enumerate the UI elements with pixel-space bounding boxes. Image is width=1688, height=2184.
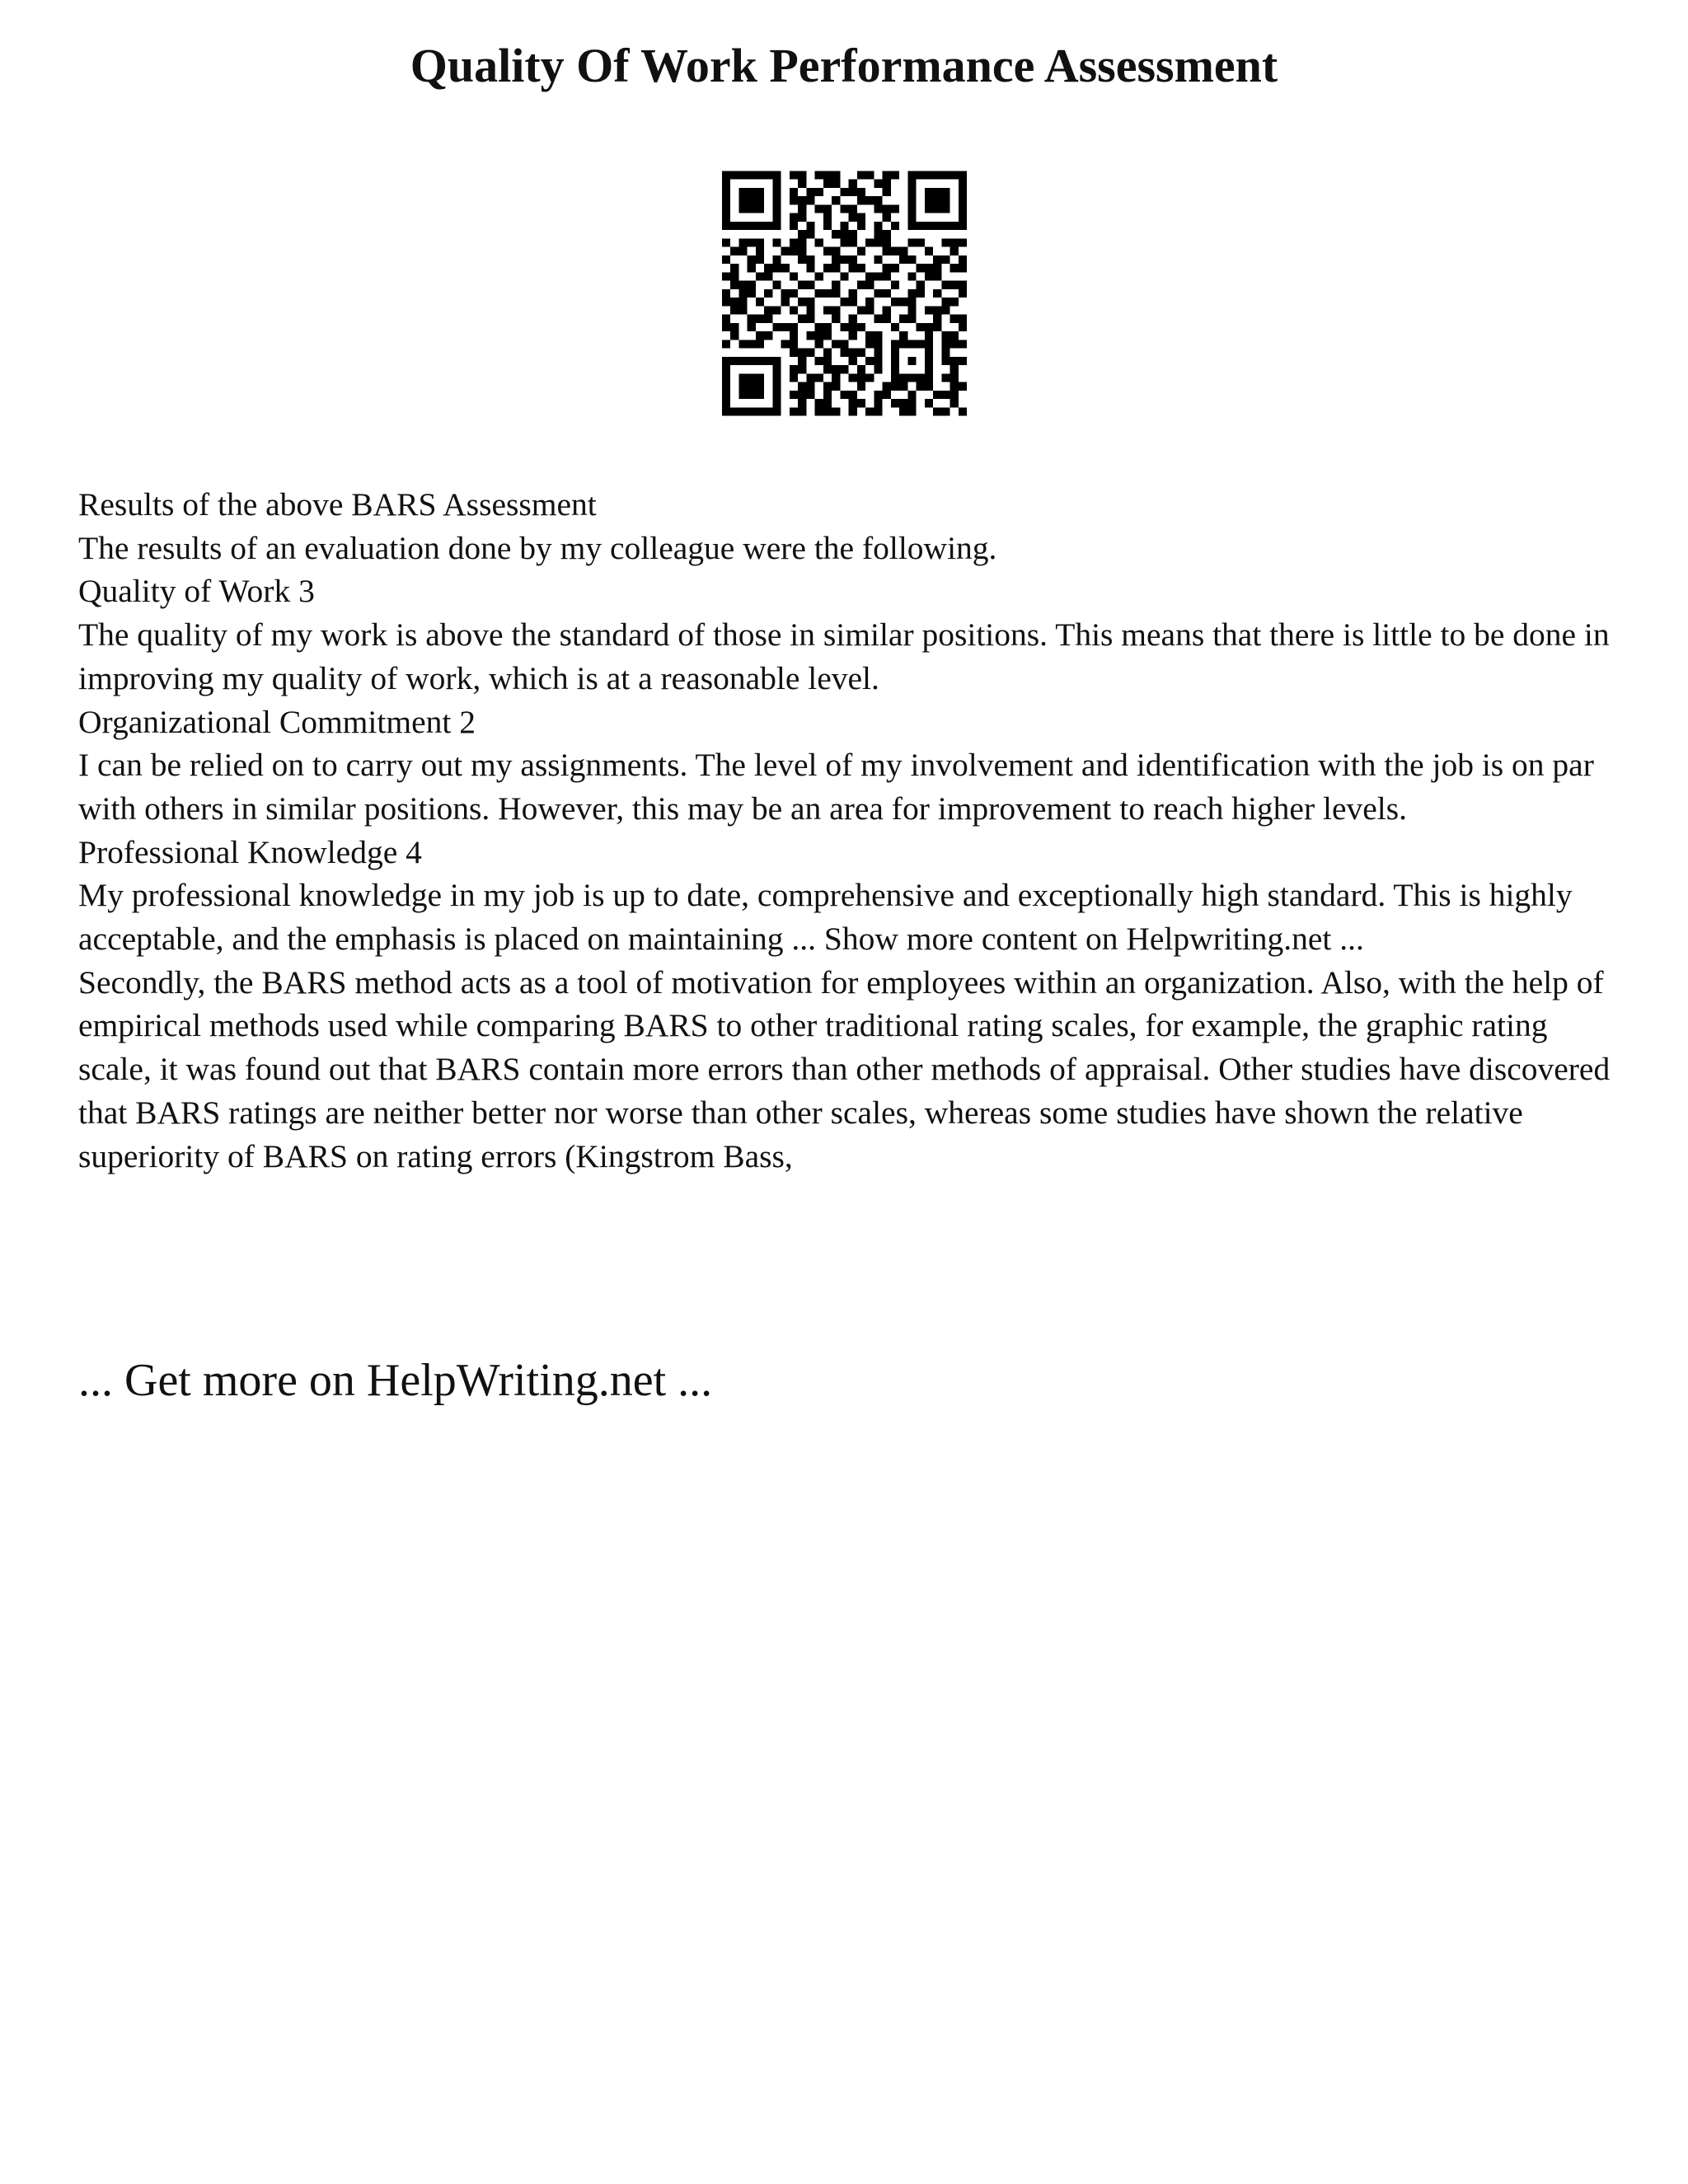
page-title: Quality Of Work Performance Assessment (410, 39, 1278, 92)
rating-quality-of-work: Quality of Work 3 (78, 573, 315, 610)
get-more-link[interactable]: ... Get more on HelpWriting.net ... (78, 1355, 713, 1406)
document-body (78, 483, 1628, 1178)
professional-knowledge-paragraph: My professional knowledge in my job is up to date, comprehensive and exceptionally high standard. This is highly acceptable, and the emphasis is placed on maintaining ... Show more content on Helpwriting.net ... (78, 877, 1573, 958)
rating-professional-knowledge: Professional Knowledge 4 (78, 833, 422, 870)
rating-organizational-commitment: Organizational Commitment 2 (78, 703, 476, 740)
bars-method-paragraph: Secondly, the BARS method acts as a tool of motivation for employees within an organization. Also, with the help of empirical methods used while comparing BARS to other traditional rating scales, for example, the graphic rating scale, it was found out that BARS contain more errors than other methods of appraisal. Other studies have discovered that BARS ratings are neither better nor worse than other scales, whereas some studies have shown the relative superiority of BARS on rating errors (Kingstrom Bass, (78, 963, 1611, 1174)
intro-paragraph: The results of an evaluation done by my colleague were the following. (78, 529, 997, 566)
section-heading-results: Results of the above BARS Assessment (78, 486, 597, 523)
organizational-commitment-paragraph: I can be relied on to carry out my assignments. The level of my involvement and identification with the job is on par with others in similar positions. However, this may be an area for improvement to reach higher levels. (78, 747, 1594, 827)
qr-code-icon[interactable] (722, 170, 967, 417)
quality-of-work-paragraph: The quality of my work is above the standard of those in similar positions. This means that there is little to be done in improving my quality of work, which is at a reasonable level. (78, 616, 1610, 696)
